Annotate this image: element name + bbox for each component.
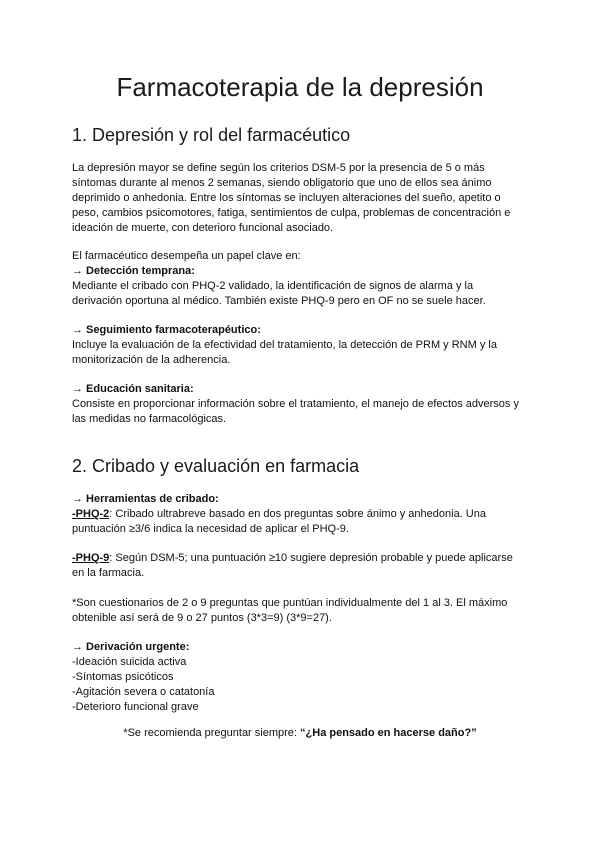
referral-item: -Síntomas psicóticos (72, 671, 174, 683)
role-seguimiento (72, 323, 532, 368)
tools-block (72, 492, 532, 537)
recommendation-prefix: *Se recomienda preguntar siempre: (123, 727, 301, 739)
referral-block (72, 640, 532, 715)
document-title: Farmacoterapia de la depresión (116, 72, 484, 102)
role-intro: El farmacéutico desempeña un papel clave en: (72, 250, 301, 262)
role-text-line: Incluye la evaluación de la efectividad del tratamiento, la detección de PRM y RNM y la (72, 339, 497, 351)
role-text-line: derivación oportuna al médico. También existe PHQ-9 pero en OF no se suele hacer. (72, 295, 486, 307)
role-text-line: Mediante el cribado con PHQ-2 validado, la identificación de signos de alarma y la (72, 280, 474, 292)
note-line: obtenible así será de 9 o 27 puntos (3*3=9) (3*9=27). (72, 612, 332, 624)
referral-title: → Derivación urgente: (72, 641, 190, 653)
note-block (72, 596, 532, 626)
role-title-seguimiento: → Seguimiento farmacoterapéutico: (72, 324, 261, 336)
role-text-line: monitorización de la adherencia. (72, 354, 231, 366)
phq2-label: -PHQ-2 (72, 508, 110, 520)
section-2-heading: 2. Cribado y evaluación en farmacia (72, 456, 360, 476)
referral-item: -Agitación severa o catatonía (72, 686, 215, 698)
role-title-deteccion: → Detección temprana: (72, 265, 195, 277)
phq9-block (72, 551, 532, 581)
phq9-description: : Según DSM-5; una puntuación ≥10 sugiere depresión probable y puede aplicarse (109, 552, 513, 564)
intro-line: síntomas durante al menos 2 semanas, siendo obligatorio que uno de ellos sea ánimo (72, 177, 492, 189)
intro-line: deprimido o anhedonia. Entre los síntomas se incluyen alteraciones del sueño, apetito o (72, 192, 501, 204)
intro-line: ideación de muerte, con deterioro funcional asociado. (72, 222, 334, 234)
phq2-description: : Cribado ultrabreve basado en dos preguntas sobre ánimo y anhedonia. Una (109, 508, 486, 520)
role-educacion (72, 382, 532, 427)
role-text-line: las medidas no farmacológicas. (72, 413, 227, 425)
phq2-line (72, 507, 532, 522)
phq2-line-2: puntuación ≥3/6 indica la necesidad de aplicar el PHQ-9. (72, 523, 349, 535)
intro-line: La depresión mayor se define según los criterios DSM-5 por la presencia de 5 o más (72, 162, 485, 174)
tools-title: → Herramientas de cribado: (72, 493, 219, 505)
recommendation-question: “¿Ha pensado en hacerse daño?” (300, 727, 477, 739)
role-block (72, 249, 532, 309)
recommendation (0, 726, 600, 741)
phq9-label: -PHQ-9 (72, 552, 110, 564)
role-title-educacion: → Educación sanitaria: (72, 383, 194, 395)
role-text-line: Consiste en proporcionar información sobre el tratamiento, el manejo de efectos adversos y (72, 398, 519, 410)
referral-item: -Ideación suicida activa (72, 656, 187, 668)
section-1-heading: 1. Depresión y rol del farmacéutico (72, 125, 351, 145)
phq9-line-2: en la farmacia. (72, 567, 145, 579)
section-1-intro-paragraph (72, 161, 532, 236)
phq9-line (72, 551, 532, 566)
referral-item: -Deterioro funcional grave (72, 701, 199, 713)
note-line: *Son cuestionarios de 2 o 9 preguntas que puntúan individualmente del 1 al 3. El máximo (72, 597, 508, 609)
intro-line: peso, cambios psicomotores, fatiga, sentimientos de culpa, problemas de concentración e (72, 207, 511, 219)
